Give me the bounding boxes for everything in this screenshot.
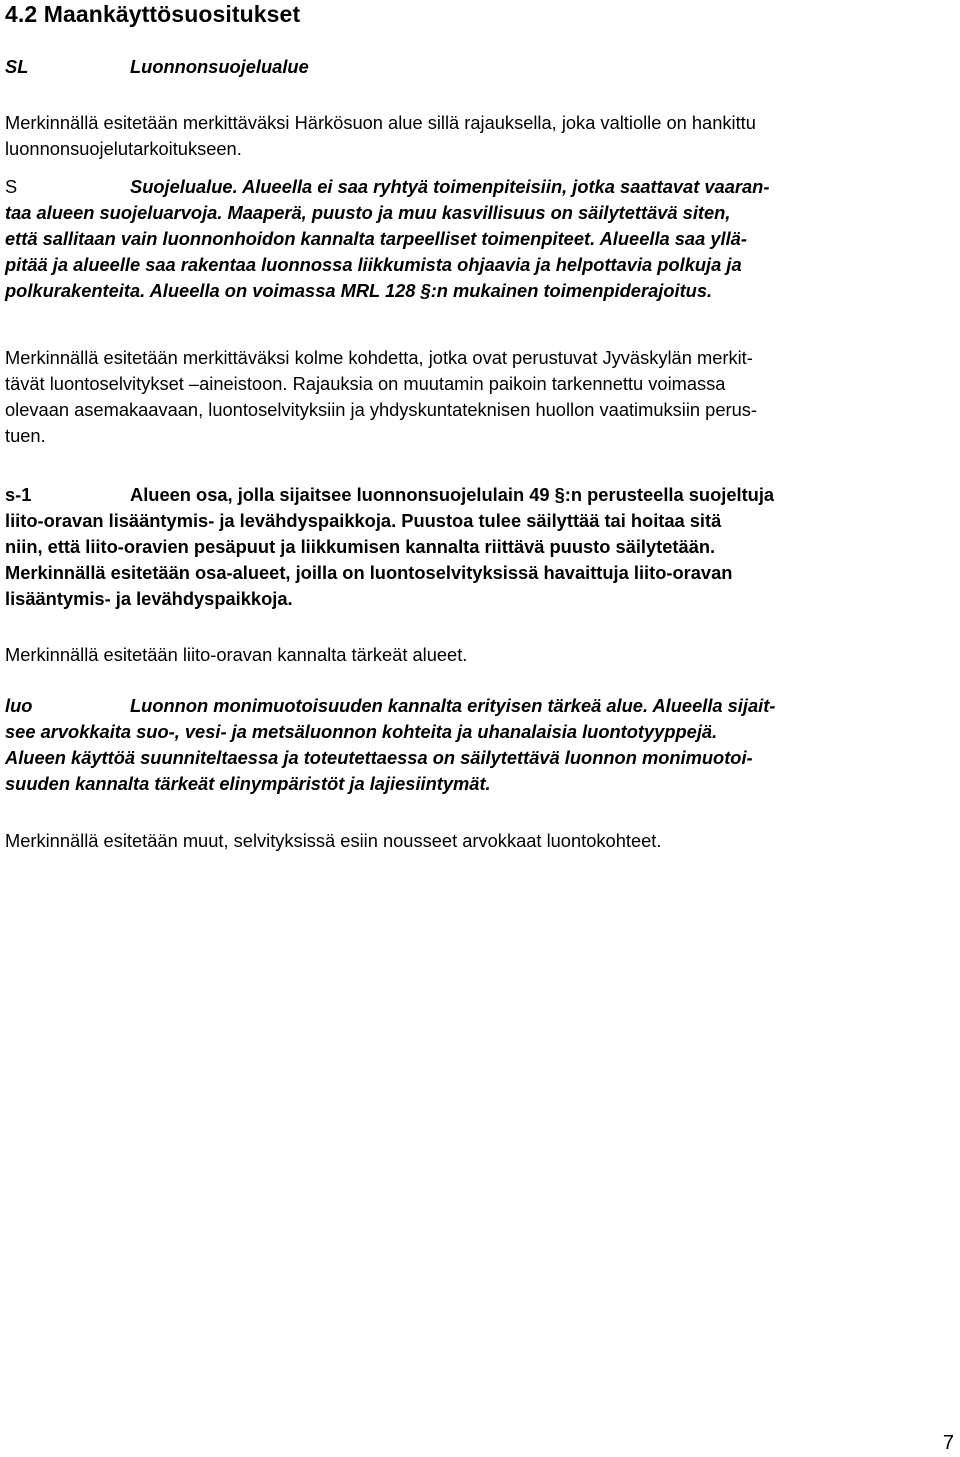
sl-designation: [5, 54, 309, 80]
document-page: [5, 0, 955, 851]
s1-designation: [5, 482, 955, 612]
page-number: 7: [942, 1432, 954, 1454]
text-line: suuden kannalta tärkeät elinympäristöt ja lajiesiintymät.: [5, 773, 491, 794]
text-line: Merkinnällä esitetään merkittäväksi kolme kohdetta, jotka ovat perustuvat Jyväskylän merkit-: [5, 347, 753, 368]
text-line: että sallitaan vain luonnonhoidon kannalta tarpeelliset toimenpiteet. Alueella saa yllä-: [5, 228, 747, 249]
text-line: Alueen osa, jolla sijaitsee luonnonsuojelulain 49 §:n perusteella suojeltuja: [130, 484, 775, 505]
text-line: olevaan asemakaavaan, luontoselvityksiin ja yhdyskuntateknisen huollon vaatimuksiin perus-: [5, 399, 757, 420]
text-line: luonnonsuojelutarkoitukseen.: [5, 138, 242, 159]
luo-code: luo: [5, 695, 33, 716]
text-line: see arvokkaita suo-, vesi- ja metsäluonnon kohteita ja uhanalaisia luontotyyppejä.: [5, 721, 718, 742]
text-line: Alueen käyttöä suunniteltaessa ja toteutettaessa on säilytettävä luonnon monimuotoi-: [5, 747, 753, 768]
text-line: lisääntymis- ja levähdyspaikkoja.: [5, 588, 293, 609]
text-line: Suojelualue. Alueella ei saa ryhtyä toimenpiteisiin, jotka saattavat vaaran-: [130, 176, 770, 197]
sl-name: Luonnonsuojelualue: [130, 56, 309, 77]
sl-code: SL: [5, 56, 29, 77]
sl-description: [5, 110, 955, 162]
s-designation: [5, 174, 955, 304]
text-line: polkurakenteita. Alueella on voimassa MRL 128 §:n mukainen toimenpiderajoitus.: [5, 280, 713, 301]
text-line: Merkinnällä esitetään osa-alueet, joilla on luontoselvityksissä havaittuja liito-oravan: [5, 562, 733, 583]
luo-description: Merkinnällä esitetään muut, selvityksissä esiin nousseet arvokkaat luontokohteet.: [5, 830, 662, 851]
section-heading: 4.2 Maankäyttösuositukset: [5, 1, 301, 27]
s-code: S: [5, 176, 18, 197]
text-line: Merkinnällä esitetään merkittäväksi Härkösuon alue sillä rajauksella, joka valtiolle on hankittu: [5, 112, 756, 133]
text-line: taa alueen suojeluarvoja. Maaperä, puusto ja muu kasvillisuus on säilytettävä siten,: [5, 202, 731, 223]
s1-code: s-1: [5, 484, 32, 505]
text-line: tävät luontoselvitykset –aineistoon. Rajauksia on muutamin paikoin tarkennettu voimassa: [5, 373, 726, 394]
s-description: [5, 345, 955, 449]
text-line: tuen.: [5, 425, 46, 446]
text-line: niin, että liito-oravien pesäpuut ja liikkumisen kannalta riittävä puusto säilytetään.: [5, 536, 716, 557]
text-line: pitää ja alueelle saa rakentaa luonnossa liikkumista ohjaavia ja helpottavia polkuja ja: [5, 254, 742, 275]
s1-description: Merkinnällä esitetään liito-oravan kannalta tärkeät alueet.: [5, 644, 468, 665]
text-line: liito-oravan lisääntymis- ja levähdyspaikkoja. Puustoa tulee säilyttää tai hoitaa sitä: [5, 510, 722, 531]
text-line: Luonnon monimuotoisuuden kannalta erityisen tärkeä alue. Alueella sijait-: [130, 695, 776, 716]
luo-designation: [5, 693, 955, 797]
